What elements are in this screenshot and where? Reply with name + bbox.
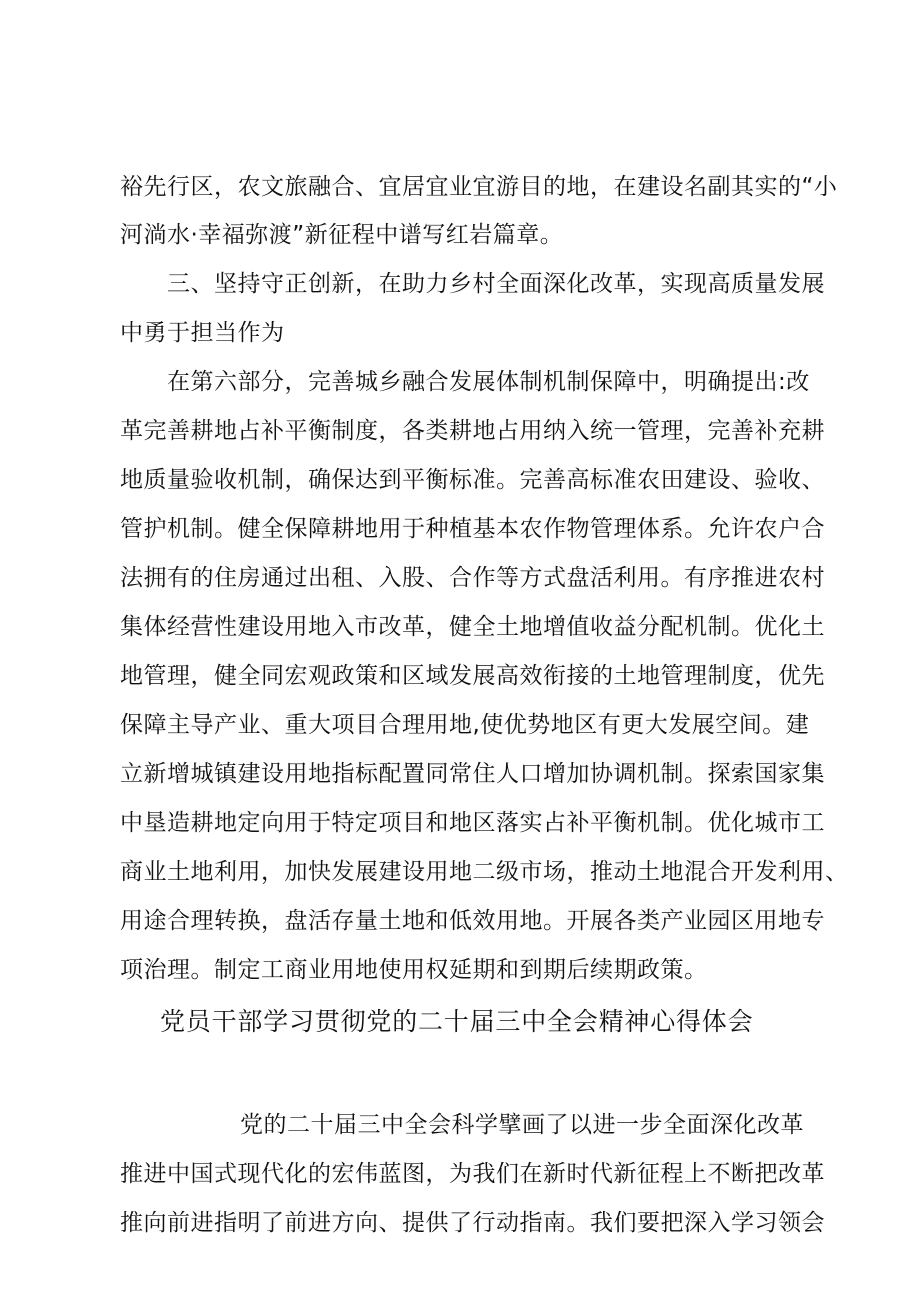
section-heading-line: 中勇于担当作为 — [120, 320, 285, 346]
paragraph-line: 革完善耕地占补平衡制度，各类耕地占用纳入统一管理，完善补充耕 — [120, 418, 825, 444]
paragraph-line: 裕先行区，农文旅融合、宜居宜业宜游目的地，在建设名副其实的“小 — [120, 174, 838, 200]
paragraph-line: 商业土地利用，加快发展建设用地二级市场，推动土地混合开发利用、 — [120, 859, 849, 885]
paragraph-line: 地管理，健全同宏观政策和区域发展高效衔接的土地管理制度，优先 — [120, 663, 825, 689]
paragraph-line: 党的二十届三中全会科学擘画了以进一步全面深化改革 — [240, 1112, 804, 1138]
document-title: 党员干部学习贯彻党的二十届三中全会精神心得体会 — [160, 1007, 754, 1036]
section-heading-line: 三、坚持守正创新，在助力乡村全面深化改革，实现高质量发展 — [167, 271, 825, 297]
paragraph-line: 法拥有的住房通过出租、入股、合作等方式盘活利用。有序推进农村 — [120, 565, 825, 591]
paragraph-line: 在第六部分，完善城乡融合发展体制机制保障中，明确提出:改 — [167, 369, 810, 395]
paragraph-line: 推向前进指明了前进方向、提供了行动指南。我们要把深入学习领会 — [120, 1210, 825, 1236]
paragraph-line: 管护机制。健全保障耕地用于种植基本农作物管理体系。允许农户合 — [120, 516, 825, 542]
paragraph-line: 用途合理转换，盘活存量土地和低效用地。开展各类产业园区用地专 — [120, 908, 825, 934]
paragraph-line: 地质量验收机制，确保达到平衡标准。完善高标准农田建设、验收、 — [120, 467, 825, 493]
paragraph-line: 河淌水·幸福弥渡”新征程中谱写红岩篇章。 — [120, 222, 564, 248]
paragraph-line: 集体经营性建设用地入市改革，健全土地增值收益分配机制。优化土 — [120, 614, 825, 640]
paragraph-line: 中垦造耕地定向用于特定项目和地区落实占补平衡机制。优化城市工 — [120, 810, 825, 836]
paragraph-line: 立新增城镇建设用地指标配置同常住人口增加协调机制。探索国家集 — [120, 761, 825, 787]
paragraph-line: 项治理。制定工商业用地使用权延期和到期后续期政策。 — [120, 957, 708, 983]
paragraph-line: 保障主导产业、重大项目合理用地,使优势地区有更大发展空间。建 — [120, 712, 810, 738]
paragraph-line: 推进中国式现代化的宏伟蓝图，为我们在新时代新征程上不断把改革 — [120, 1161, 825, 1187]
